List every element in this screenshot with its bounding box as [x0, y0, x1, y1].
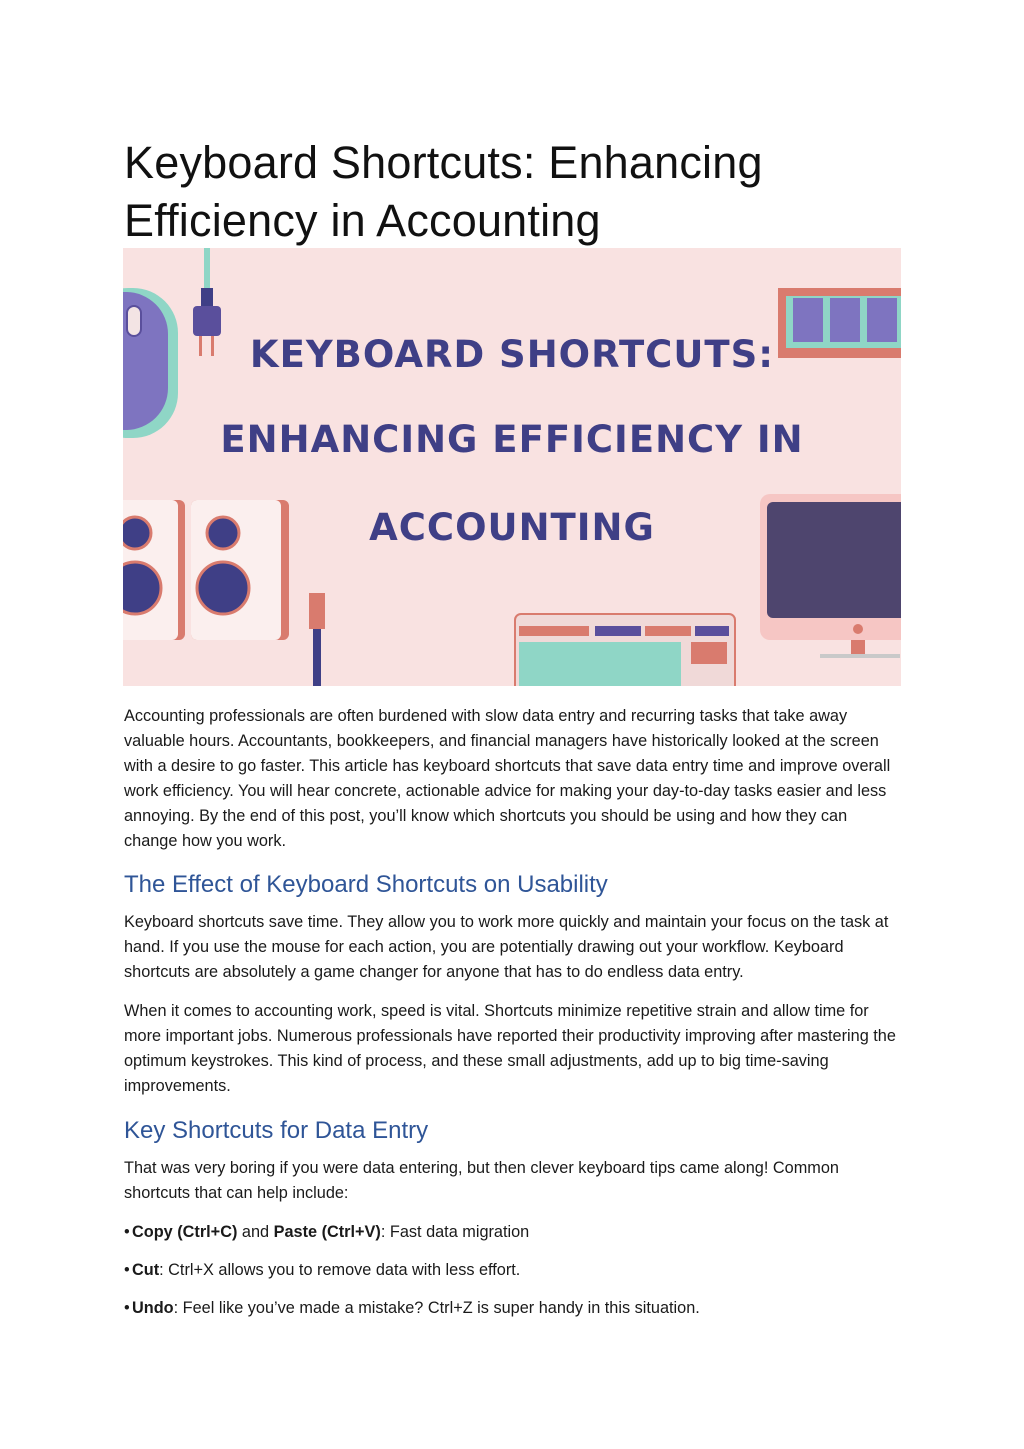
- intro-paragraph: Accounting professionals are often burdened with slow data entry and recurring tasks that take away valuable hours. Accountants, bookkeepers, and financial managers have historically looked at the screen with a desire to go faster. This article has keyboard shortcuts that save data entry time and improve overall work efficiency. You will hear concrete, actionable advice for making your day-to-day tasks easier and less annoying. By the end of this post, you’ll know which shortcuts you should be using and how they can change how you work.: [124, 707, 891, 850]
- bullet-icon: •: [124, 1299, 130, 1317]
- bullet-text: and: [237, 1223, 274, 1241]
- shortcut-name: Undo: [132, 1299, 174, 1317]
- bullet-icon: •: [124, 1261, 130, 1279]
- bullet-text: : Fast data migration: [380, 1223, 530, 1241]
- section-heading-data-entry: Key Shortcuts for Data Entry: [124, 1117, 429, 1144]
- keyboard-icon: [515, 614, 735, 686]
- hero-text-line2: ENHANCING EFFICIENCY IN: [220, 418, 804, 461]
- cable-icon: [309, 593, 325, 686]
- shortcut-name: Copy (Ctrl+C): [132, 1223, 238, 1241]
- hero-text-line1: KEYBOARD SHORTCUTS:: [249, 333, 775, 376]
- data-entry-paragraph: That was very boring if you were data entering, but then clever keyboard tips came along! Common shortcuts that can help include:: [124, 1159, 839, 1202]
- usability-paragraph-2: When it comes to accounting work, speed is vital. Shortcuts minimize repetitive strain and allow time for more important jobs. Numerous professionals have reported their productivity improving after mastering the optimum keystrokes. This kind of process, and these small adjustments, add up to big time-saving improvements.: [124, 1002, 896, 1095]
- bullet-icon: •: [124, 1223, 130, 1241]
- bullet-text: : Ctrl+X allows you to remove data with less effort.: [159, 1261, 521, 1279]
- page-title: Keyboard Shortcuts: Enhancing Efficiency in Accounting: [124, 137, 763, 246]
- list-item: [124, 1220, 904, 1245]
- list-item: [124, 1296, 904, 1321]
- hero-image: [123, 248, 901, 686]
- shortcut-name: Cut: [132, 1261, 160, 1279]
- section-heading-usability: The Effect of Keyboard Shortcuts on Usability: [124, 871, 608, 898]
- bullet-text: : Feel like you’ve made a mistake? Ctrl+Z is super handy in this situation.: [173, 1299, 700, 1317]
- usability-paragraph-1: Keyboard shortcuts save time. They allow you to work more quickly and maintain your focus on the task at hand. If you use the mouse for each action, you are potentially drawing out your workflow. Keyboard shortcuts are absolutely a game changer for anyone that has to do endless data entry.: [124, 913, 889, 981]
- hero-illustration: [123, 248, 901, 686]
- hero-text-line3: ACCOUNTING: [369, 506, 655, 549]
- shortcut-name: Paste (Ctrl+V): [273, 1223, 381, 1241]
- list-item: [124, 1258, 904, 1283]
